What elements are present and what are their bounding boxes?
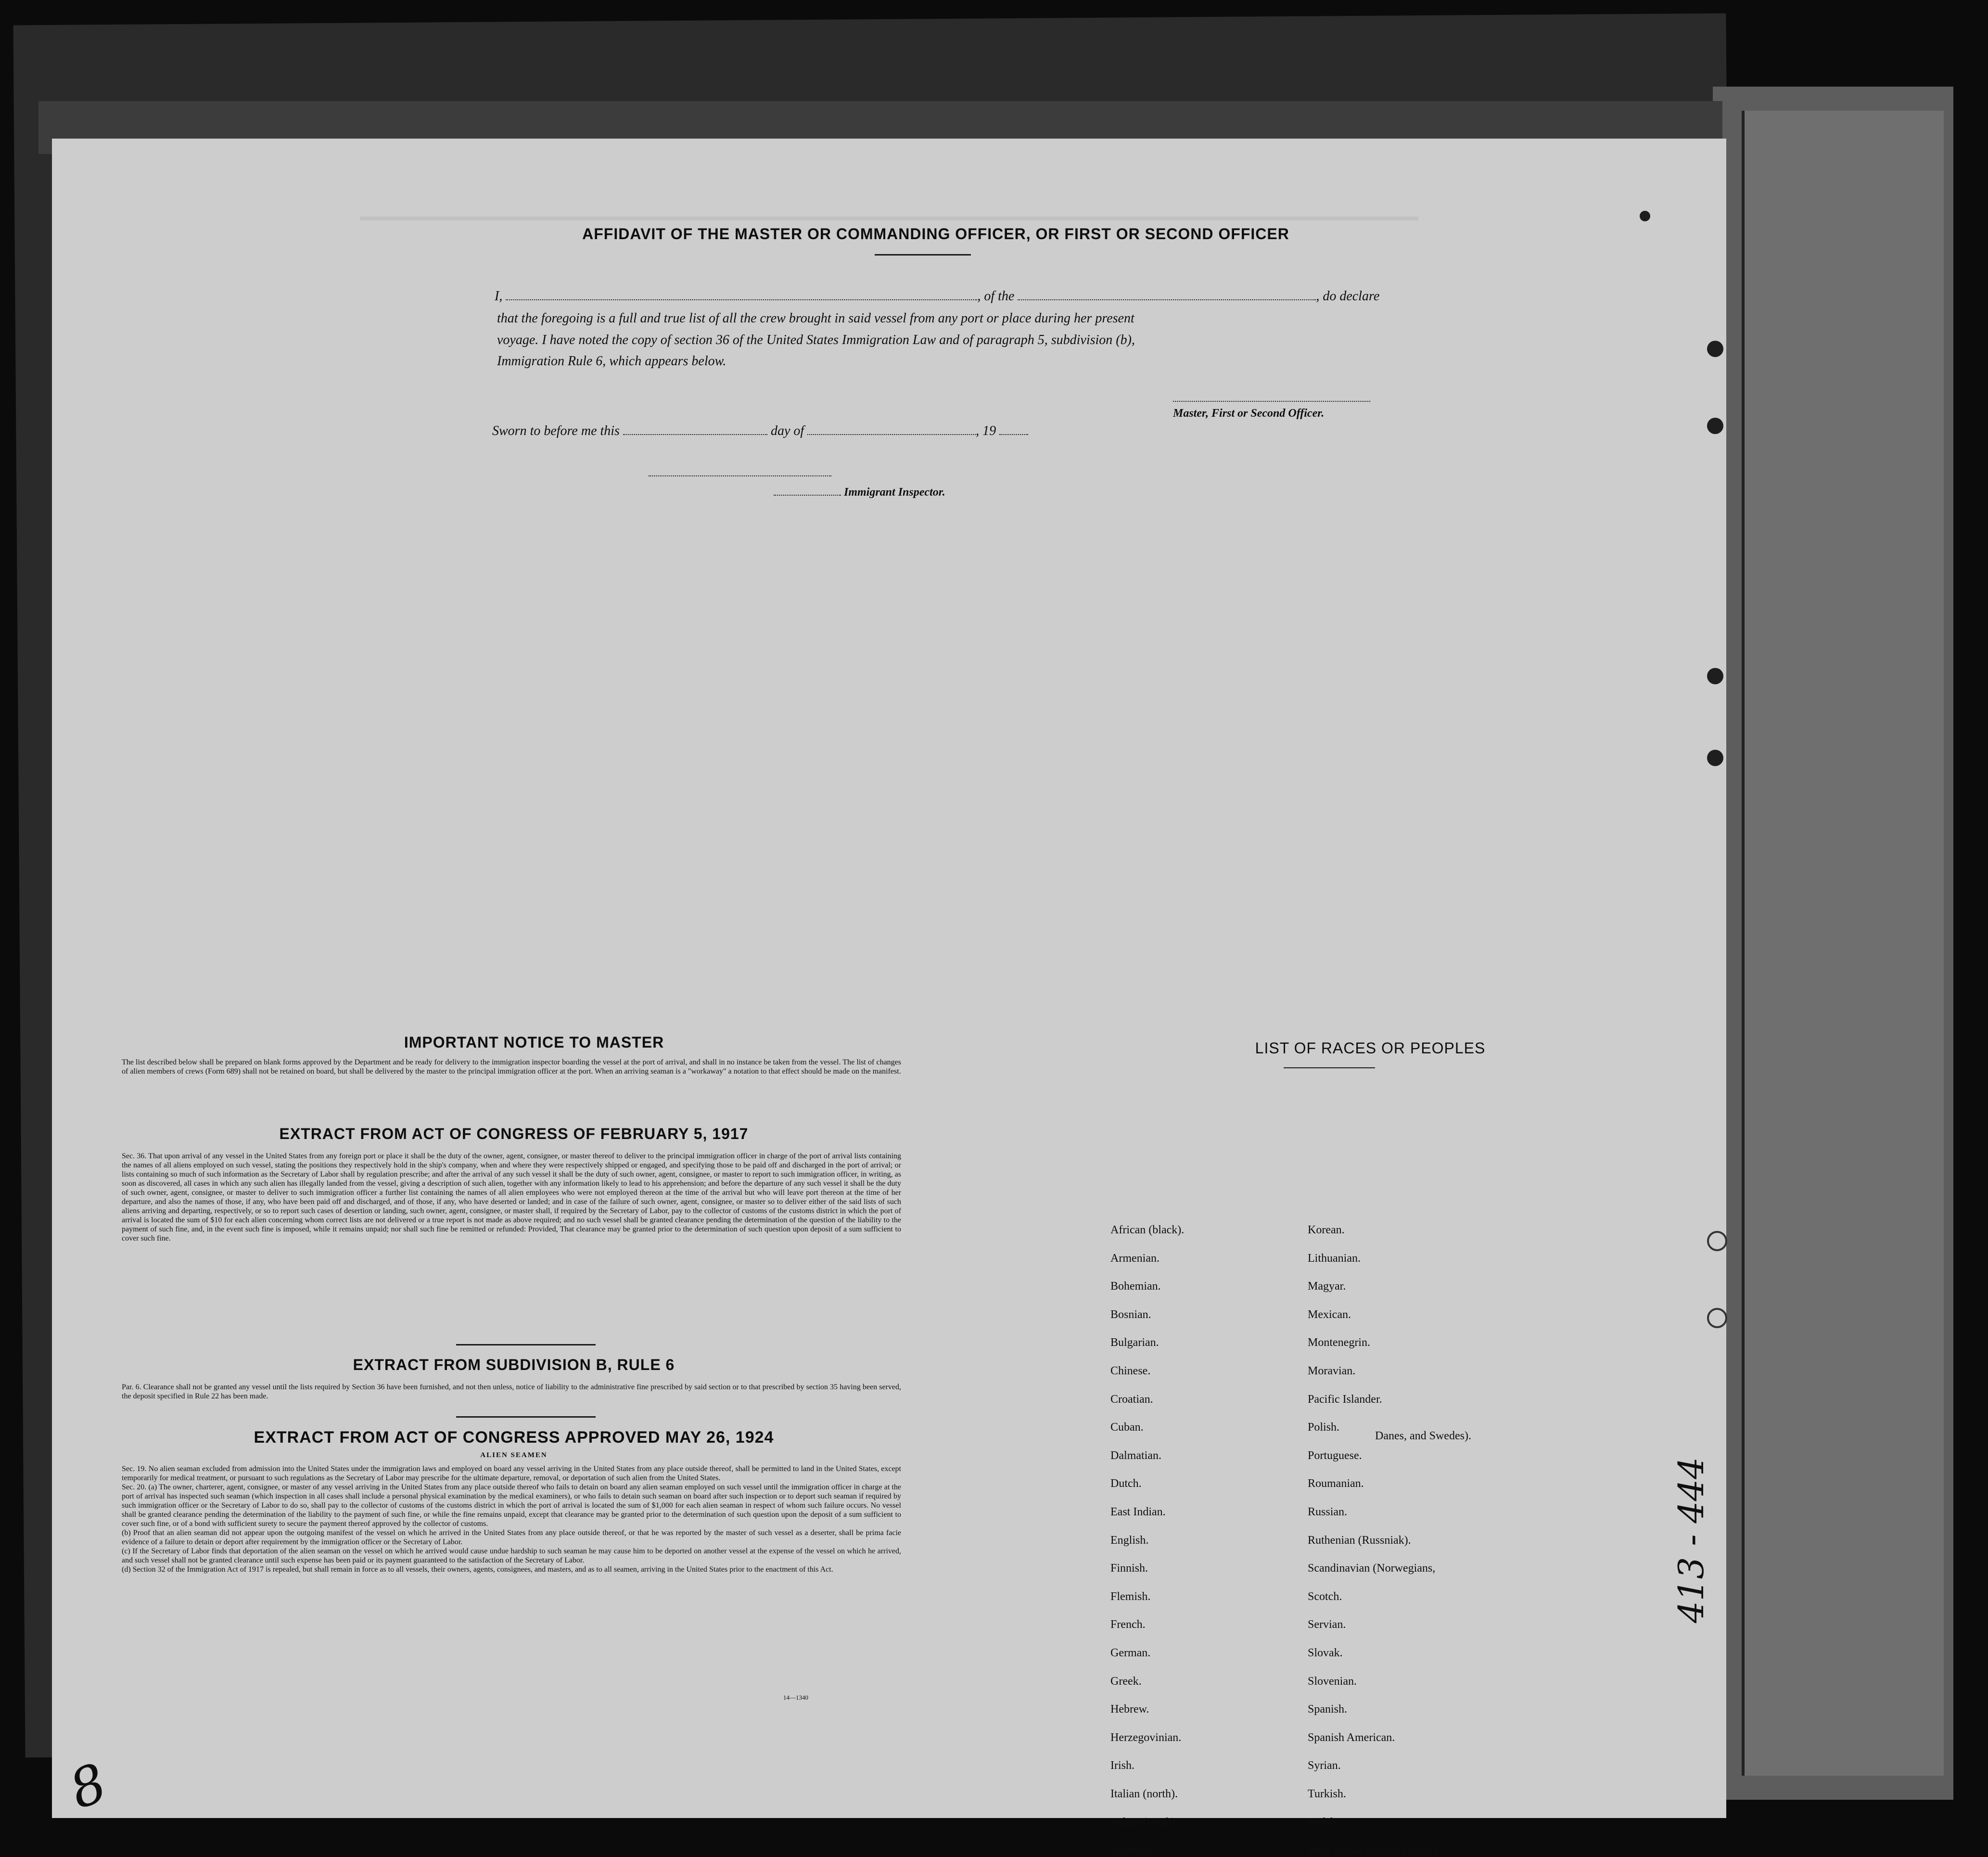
punch-hole-1	[1707, 341, 1723, 357]
master-name-field[interactable]	[506, 289, 977, 300]
race-right-item: Servian.	[1308, 1618, 1346, 1631]
race-right-item: Syrian.	[1308, 1759, 1341, 1772]
inspector-line	[774, 486, 945, 499]
punch-hole-6	[1707, 1308, 1727, 1328]
race-left-item: African (black).	[1110, 1224, 1185, 1236]
race-left-item: Irish.	[1110, 1759, 1134, 1772]
race-right-item: Pacific Islander.	[1308, 1393, 1382, 1406]
handwritten-corner-mark: 8	[62, 1751, 115, 1821]
extract-1924-subtitle: ALIEN SEAMEN	[480, 1451, 548, 1459]
race-right-item: Lithuanian.	[1308, 1252, 1361, 1265]
race-right-item: Mexican.	[1308, 1308, 1351, 1321]
manifest-back-page	[52, 139, 1726, 1857]
vessel-name-field[interactable]	[1018, 289, 1316, 300]
race-left-item: Armenian.	[1110, 1252, 1160, 1265]
race-left-item: Dutch.	[1110, 1477, 1142, 1490]
affidavit-title: AFFIDAVIT OF THE MASTER OR COMMANDING OFFICER, OR FIRST OR SECOND OFFICER	[582, 225, 1289, 243]
punch-hole-2	[1707, 418, 1723, 434]
race-left-item: Dalmatian.	[1110, 1449, 1161, 1462]
affidavit-i-label: I,	[495, 289, 503, 304]
race-left-item: Finnish.	[1110, 1562, 1148, 1575]
race-right-item: Magyar.	[1308, 1280, 1346, 1293]
sworn-month-field[interactable]	[807, 423, 976, 435]
sworn-year-field[interactable]	[999, 423, 1028, 435]
race-right-item: Welsh.	[1308, 1816, 1339, 1829]
race-right-item: Moravian.	[1308, 1365, 1356, 1377]
sworn-label: Sworn to before me this	[492, 423, 620, 438]
sec-20c-paragraph: (c) If the Secretary of Labor finds that deportation of the alien seaman on the vessel on which he arrived would cause undue hardship to such seaman he may cause him to be deported on another vessel at the expense of the vessel on which he arrived, and such vessel shall not be granted clearance until such expense has been paid or its payment guaranteed to the satisfaction of the Secretary of Labor.	[122, 1547, 901, 1564]
race-right-item: Turkish.	[1308, 1788, 1346, 1800]
race-left-item: Japanese.	[1110, 1844, 1155, 1857]
punch-hole-7	[1640, 211, 1650, 221]
inspector-signature-line[interactable]	[649, 475, 831, 476]
race-left-item: Bulgarian.	[1110, 1336, 1159, 1349]
year-prefix-label: , 19	[976, 423, 996, 438]
race-left-item: East Indian.	[1110, 1506, 1166, 1518]
race-left-item: Hebrew.	[1110, 1703, 1149, 1716]
race-left-item: English.	[1110, 1534, 1149, 1547]
extract-rule6-title: EXTRACT FROM SUBDIVISION B, RULE 6	[353, 1356, 675, 1373]
race-left-item: Herzegovinian.	[1110, 1731, 1182, 1744]
race-right-item: Russian.	[1308, 1506, 1348, 1518]
race-right-item: Korean.	[1308, 1224, 1345, 1236]
race-left-item: Bohemian.	[1110, 1280, 1161, 1293]
sec-19-paragraph: Sec. 19. No alien seaman excluded from admission into the United States under the immigration laws and employed on board any vessel arriving in the United States from any place outside thereof, shall be permitted to land in the United States, except temporarily for medical treatment, or pursuant to such regulations as the Secretary of Labor may prescribe for the ultimate departure, removal, or deportation of such alien from the United States.	[122, 1465, 901, 1482]
extract-1924-title: EXTRACT FROM ACT OF CONGRESS APPROVED MAY 26, 1924	[254, 1428, 774, 1447]
race-right-item: West Indian (except Cuban).	[1308, 1844, 1440, 1857]
extract-1917-text: Sec. 36. That upon arrival of any vessel in the United States from any foreign port or place it shall be the duty of the owner, agent, consignee, or master thereof to deliver to the principal immigration officer in charge of the port of arrival lists containing the names of all aliens employed on such vessel, stating the positions they respectively hold in the ship's company, when and where they were respectively shipped or engaged, and specifying those to be paid off and discharged in the port of arrival; or lists containing so much of such information as the Secretary of Labor shall by regulation prescribe; and after the arrival of any such vessel it shall be the duty of such owner, agent, consignee, or master to report to such immigration officer, in writing, as soon as discovered, all cases in which any such alien has illegally landed from the vessel, giving a description of such alien, together with any information likely to lead to his apprehension; and before the departure of any such vessel it shall be the duty of such owner, agent, consignee, or master to deliver to such immigration officer a further list containing the names of all alien employees who were not employed thereon at the time of the arrival but who will leave port thereon at the time of her departure, and also the names of those, if any, who have been paid off and discharged, and of those, if any, who have deserted or landed; and in case of the failure of such owner, agent, consignee, or master so to deliver either of the said lists of such aliens arriving and departing, respectively, or so to report such cases of desertion or landing, such owner, agent, consignee, or master shall, if required by the Secretary of Labor, pay to the collector of customs of the customs district in which the port of arrival is located the sum of $10 for each alien concerning whom correct lists are not delivered or a true report is not made as above required; and no such vessel shall be granted clearance pending the determination of the question of the liability to the payment of such fine, and, in the event such fine is imposed, while it remains unpaid; nor shall such fine be remitted or refunded: Provided, That clearance may be granted prior to the determination of such question upon deposit of a sum sufficient to cover such fine.	[122, 1152, 901, 1242]
race-left-item: Croatian.	[1110, 1393, 1153, 1406]
race-left-item: Italian (north).	[1110, 1788, 1178, 1800]
inspector-field[interactable]	[774, 487, 841, 496]
form-number: 14—1340	[783, 1694, 808, 1701]
race-right-item: Slovenian.	[1308, 1675, 1357, 1688]
punch-hole-4	[1707, 750, 1723, 766]
affidavit-line3: voyage. I have noted the copy of section 36 of the United States Immigration Law and of paragraph 5, subdivision (b),	[497, 333, 1135, 347]
affidavit-of-the-label: , of the	[977, 289, 1015, 304]
affidavit-line1	[495, 289, 1447, 304]
sworn-line	[492, 423, 1028, 439]
sec-20a-paragraph: Sec. 20. (a) The owner, charterer, agent, consignee, or master of any vessel arriving in the United States from any place outside thereof who fails to detain on board any alien seaman employed on such vessel until the immigration officer in charge at the port of arrival has inspected such seaman (which inspection in all cases shall include a personal physical examination by the medical examiners), or who fails to detain such seaman on board after such inspection or to deport such seaman if required by such immigration officer or the Secretary of Labor to do so, shall pay to the collector of customs of the customs district in which the port of arrival is located the sum of $1,000 for each alien seaman in respect of whom such failure occurs. No vessel shall be granted clearance pending the determination of the liability to the payment of such fine, or while the fine remains unpaid, except that clearance may be granted prior to the determination of such question upon the deposit of a sum sufficient to cover such fine, or of a bond with sufficient surety to secure the payment thereof approved by the collector of customs.	[122, 1483, 901, 1528]
affidavit-line4: Immigration Rule 6, which appears below.	[497, 354, 726, 369]
master-signature-label: Master, First or Second Officer.	[1173, 407, 1325, 420]
master-signature-line[interactable]	[1173, 401, 1370, 402]
punch-hole-5	[1707, 1231, 1727, 1251]
extract-rule6-rule	[456, 1416, 596, 1418]
race-left-item: Flemish.	[1110, 1590, 1151, 1603]
race-left-item: Chinese.	[1110, 1365, 1151, 1377]
affidavit-do-declare-label: , do declare	[1316, 289, 1380, 304]
sec-20b-paragraph: (b) Proof that an alien seaman did not appear upon the outgoing manifest of the vessel on which he arrived in the United States from any place outside thereof, or that he was reported by the master of such vessel as a deserter, shall be prima facie evidence of a failure to detain or deport after requirement by the immigration officer or the Secretary of Labor.	[122, 1529, 901, 1546]
race-right-item: Polish.	[1308, 1421, 1340, 1434]
race-left-item: French.	[1110, 1618, 1146, 1631]
affidavit-title-rule	[875, 254, 971, 256]
bleed-through-heading	[360, 201, 1418, 226]
notice-text: The list described below shall be prepared on blank forms approved by the Department and be ready for delivery to the immigration inspector boarding the vessel at the port of arrival, and shall in no instance be taken from the vessel. The list of changes of alien members of crews (Form 689) shall not be retained on board, but shall be delivered by the master to the principal immigration officer at the port. When an arriving seaman is a "workaway" a notation to that effect should be made on the manifest.	[122, 1058, 901, 1076]
race-right-item: Scotch.	[1308, 1590, 1342, 1603]
race-left-item: Greek.	[1110, 1675, 1142, 1688]
race-left-item: Bosnian.	[1110, 1308, 1151, 1321]
extract-1917-title: EXTRACT FROM ACT OF CONGRESS OF FEBRUARY 5, 1917	[279, 1125, 749, 1142]
extract-1917-rule	[456, 1344, 596, 1345]
race-right-item: Ruthenian (Russniak).	[1308, 1534, 1411, 1547]
extract-rule6-text: Par. 6. Clearance shall not be granted any vessel until the lists required by Section 36 have been furnished, and not then unless, notice of liability to the administrative fine prescribed by said section or to that prescribed by section 35 having been served, the deposit specified in Rule 22 has been made.	[122, 1383, 901, 1400]
underlying-page-right-edge	[1742, 111, 1944, 1776]
race-right-item: Slovak.	[1308, 1647, 1343, 1659]
sworn-day-field[interactable]	[623, 423, 767, 435]
race-left-item: Italian (south).	[1110, 1816, 1179, 1829]
race-right-item: Spanish American.	[1308, 1731, 1395, 1744]
day-of-label: day of	[770, 423, 804, 438]
race-right-item: Scandinavian (Norwegians,	[1308, 1562, 1436, 1575]
race-right-item: Montenegrin.	[1308, 1336, 1370, 1349]
race-left-item: Cuban.	[1110, 1421, 1144, 1434]
sec-20d-paragraph: (d) Section 32 of the Immigration Act of 1917 is repealed, but shall remain in force as to all vessels, their owners, agents, consignees, and masters, and as to all seamen, arriving in the United States prior to the enactment of this Act.	[122, 1565, 833, 1574]
race-scandinavian-cont: Danes, and Swedes).	[1375, 1430, 1471, 1442]
race-left-item: German.	[1110, 1647, 1151, 1659]
race-right-item: Spanish.	[1308, 1703, 1348, 1716]
extract-1924-text	[122, 1464, 901, 1574]
races-title-rule	[1284, 1067, 1375, 1068]
punch-hole-3	[1707, 668, 1723, 684]
notice-title: IMPORTANT NOTICE TO MASTER	[404, 1034, 664, 1051]
affidavit-line2: that the foregoing is a full and true list of all the crew brought in said vessel from any port or place during her present	[497, 311, 1134, 326]
races-title: LIST OF RACES OR PEOPLES	[1255, 1039, 1486, 1057]
handwritten-page-number: 413 - 444	[1671, 1457, 1711, 1623]
race-right-item: Roumanian.	[1308, 1477, 1364, 1490]
inspector-label: Immigrant Inspector.	[844, 486, 945, 499]
race-right-item: Portuguese.	[1308, 1449, 1362, 1462]
